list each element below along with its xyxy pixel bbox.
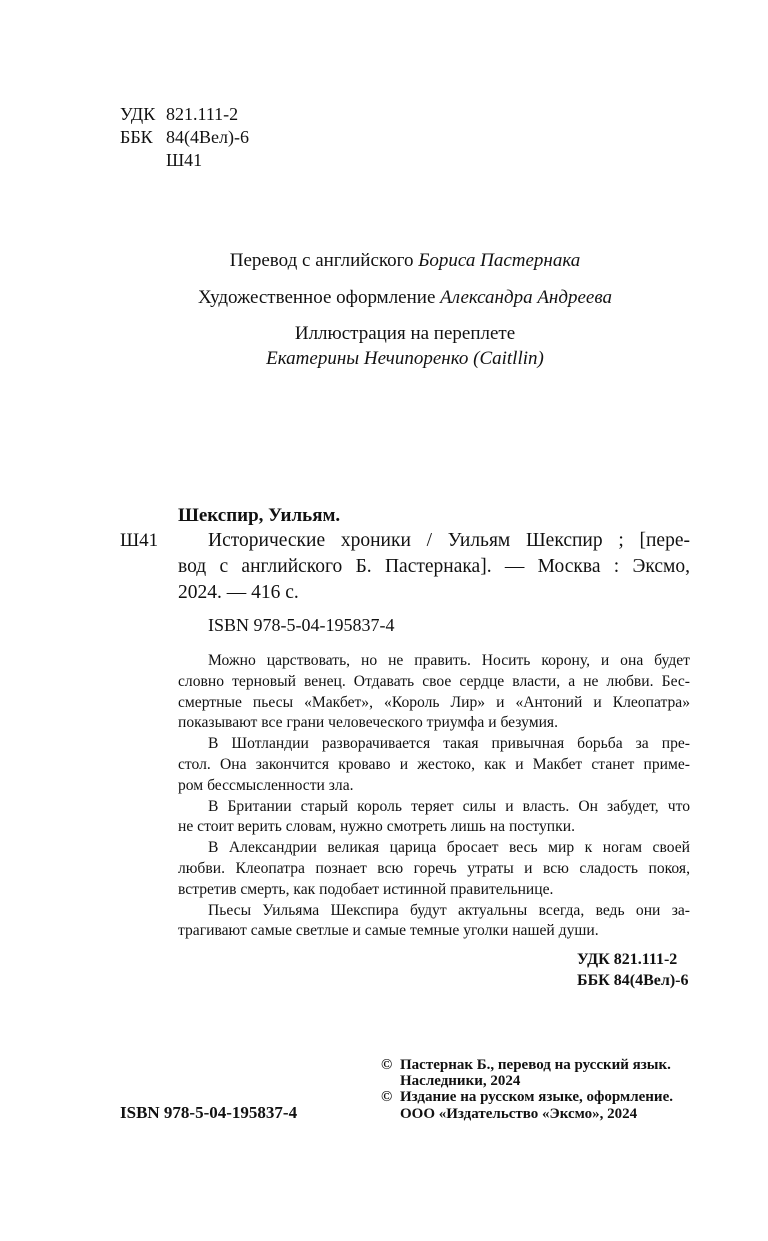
annotation-line: любви. Клеопатра познает всю горечь утраты и всю сладость покоя, bbox=[178, 859, 690, 877]
translation-prefix: Перевод с английского bbox=[229, 250, 419, 271]
annotation-line: В Александрии великая царица бросает весь мир к ногам своей bbox=[208, 839, 690, 857]
annotation-paragraph bbox=[178, 838, 690, 900]
annotation-line: встретив смерть, как подобает истинной правительнице. bbox=[178, 880, 554, 898]
annotation-paragraph bbox=[178, 797, 690, 839]
copyright-edition-cont bbox=[381, 1106, 637, 1123]
annotation-paragraph bbox=[178, 734, 690, 796]
footer-isbn: ISBN 978-5-04-195837-4 bbox=[120, 1103, 298, 1122]
copyright-text: Наследники, 2024 bbox=[400, 1073, 521, 1089]
bbk-bottom: ББК 84(4Вел)-6 bbox=[577, 972, 689, 989]
illustration-credit: Иллюстрация на переплете bbox=[294, 323, 516, 344]
illustrator: Екатерины Нечипоренко (Caitllin) bbox=[266, 348, 544, 369]
author-mark: Ш41 bbox=[166, 150, 203, 170]
copyright-translation bbox=[381, 1057, 671, 1074]
annotation-line: В Шотландии разворачивается такая привычная борьба за пре- bbox=[208, 735, 690, 753]
annotation-line: В Британии старый король теряет силы и власть. Он забудет, что bbox=[208, 797, 690, 815]
illustrator-name bbox=[0, 348, 768, 370]
annotation-line: Можно царствовать, но не править. Носить корону, и она будет bbox=[208, 652, 690, 669]
copyright-translation-cont bbox=[381, 1073, 520, 1090]
annotation-paragraph bbox=[178, 651, 690, 734]
annotation-line: ром бессмысленности зла. bbox=[178, 776, 354, 794]
bbk-line bbox=[120, 126, 249, 149]
copyright-text: Пастернак Б., перевод на русский язык. bbox=[400, 1057, 671, 1073]
bib-line: 2024. — 416 с. bbox=[178, 582, 299, 603]
bbk-label: ББК bbox=[120, 127, 153, 147]
udk-bottom: УДК 821.111-2 bbox=[577, 951, 678, 968]
design-prefix: Художественное оформление bbox=[198, 287, 441, 308]
translator-name: Бориса Пастернака bbox=[418, 250, 581, 271]
bib-line: вод с английского Б. Пастернака]. — Москва : Эксмо, bbox=[178, 556, 690, 577]
annotation-line: стол. Она закончится кроваво и жестоко, как и Макбет станет приме- bbox=[178, 755, 690, 773]
bib-code: Ш41 bbox=[120, 530, 159, 551]
copyright-symbol: © bbox=[381, 1057, 393, 1073]
annotation bbox=[178, 651, 690, 942]
annotation-line: словно терновый венец. Отдавать свое сердце власти, а не любви. Бес- bbox=[178, 672, 690, 690]
annotation-paragraph bbox=[178, 901, 690, 943]
copyright-text: ООО «Издательство «Эксмо», 2024 bbox=[400, 1106, 638, 1122]
annotation-line: Пьесы Уильяма Шекспира будут актуальны всегда, ведь они за- bbox=[208, 901, 690, 919]
copyright-edition bbox=[381, 1089, 673, 1106]
annotation-line: смертные пьесы «Макбет», «Король Лир» и «Антоний и Клеопатра» bbox=[178, 693, 690, 711]
design-credit bbox=[0, 287, 768, 309]
designer-name: Александра Андреева bbox=[440, 287, 612, 308]
annotation-line: показывают все грани человеческого триумфа и безумия. bbox=[178, 714, 559, 732]
annotation-line: не стоит верить словам, нужно смотреть лишь на поступки. bbox=[178, 818, 575, 836]
bib-isbn: ISBN 978-5-04-195837-4 bbox=[208, 615, 395, 635]
copyright-text: Издание на русском языке, оформление. bbox=[400, 1089, 673, 1105]
bib-line: Исторические хроники / Уильям Шекспир ; [пере- bbox=[208, 530, 690, 551]
udk-value: 821.111-2 bbox=[166, 104, 239, 124]
annotation-line: трагивают самые светлые и самые темные уголки нашей души. bbox=[178, 922, 599, 940]
udk-line bbox=[120, 103, 238, 126]
bib-author: Шекспир, Уильям. bbox=[178, 505, 341, 526]
bbk-value: 84(4Вел)-6 bbox=[166, 127, 249, 147]
udk-label: УДК bbox=[120, 104, 156, 124]
translation-credit bbox=[0, 250, 768, 272]
bib-description bbox=[178, 528, 690, 606]
copyright-symbol: © bbox=[381, 1089, 393, 1105]
